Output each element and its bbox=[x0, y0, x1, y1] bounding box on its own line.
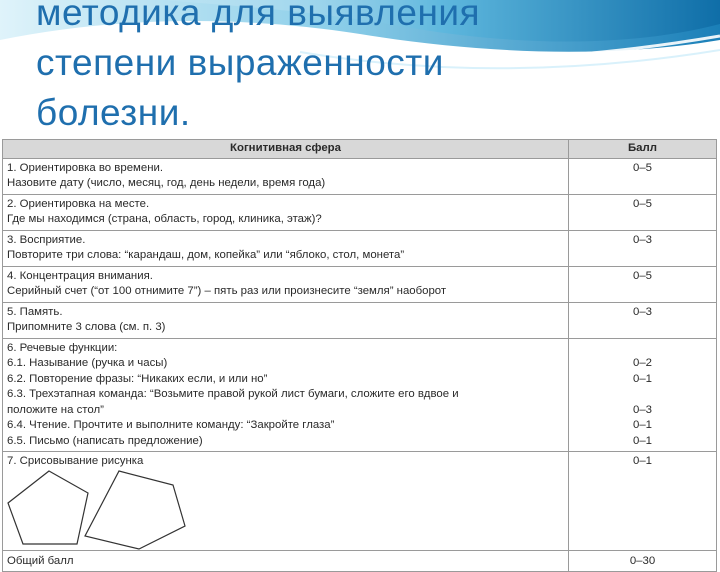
drawing-description bbox=[3, 452, 569, 551]
item-score: 0–3 bbox=[569, 302, 717, 338]
item-score: 0–1 bbox=[632, 434, 652, 447]
item-score: 0–1 bbox=[632, 419, 652, 431]
item-title: 3. Восприятие. bbox=[7, 233, 86, 246]
item-instruction: Назовите дату (число, месяц, год, день недели, время года) bbox=[7, 177, 326, 189]
assessment-table-container bbox=[2, 139, 716, 567]
speech-functions-description bbox=[3, 338, 569, 452]
item-score: 0–1 bbox=[569, 452, 717, 551]
table-row bbox=[3, 230, 717, 266]
item-description bbox=[3, 194, 569, 230]
table-row bbox=[3, 266, 717, 302]
header-score: Балл bbox=[569, 140, 717, 159]
item-instruction: Припомните 3 слова (см. п. 3) bbox=[7, 321, 166, 333]
speech-item: 6.3. Трехэтапная команда: “Возьмите правой рукой лист бумаги, сложите его вдвое и bbox=[7, 388, 459, 400]
item-score: 0–5 bbox=[569, 266, 717, 302]
item-title: 4. Концентрация внимания. bbox=[7, 269, 153, 282]
speech-item: 6.2. Повторение фразы: “Никаких если, и или но” bbox=[7, 372, 268, 385]
table-row-speech bbox=[3, 338, 717, 452]
table-header-row bbox=[3, 140, 717, 159]
header-cognitive-domain: Когнитивная сфера bbox=[3, 140, 569, 159]
pentagons-figure bbox=[7, 470, 564, 548]
item-description bbox=[3, 266, 569, 302]
speech-header: 6. Речевые функции: bbox=[7, 341, 118, 354]
pentagon-right bbox=[85, 471, 185, 549]
item-score: 0–1 bbox=[632, 372, 652, 385]
item-description bbox=[3, 302, 569, 338]
table-row-drawing bbox=[3, 452, 717, 551]
pentagons-icon bbox=[7, 470, 207, 550]
title-line-2: степени выраженности bbox=[36, 42, 444, 83]
table-row bbox=[3, 302, 717, 338]
slide-title bbox=[36, 0, 696, 138]
item-instruction: Где мы находимся (страна, область, город, клиника, этаж)? bbox=[7, 213, 322, 225]
item-instruction: Повторите три слова: “карандаш, дом, копейка” или “яблоко, стол, монета” bbox=[7, 249, 405, 261]
table-row-total bbox=[3, 550, 717, 572]
speech-item: 6.4. Чтение. Прочтите и выполните команду: “Закройте глаза” bbox=[7, 419, 335, 431]
title-line-3: болезни. bbox=[36, 92, 191, 133]
item-description bbox=[3, 230, 569, 266]
speech-item: 6.1. Называние (ручка и часы) bbox=[7, 357, 168, 369]
speech-item: положите на стол” bbox=[7, 403, 104, 416]
item-title: 2. Ориентировка на месте. bbox=[7, 197, 150, 210]
item-title: 1. Ориентировка во времени. bbox=[7, 161, 164, 174]
table-row bbox=[3, 158, 717, 194]
total-score: 0–30 bbox=[569, 550, 717, 572]
cognitive-assessment-table bbox=[2, 139, 717, 572]
drawing-label: 7. Срисовывание рисунка bbox=[7, 455, 144, 467]
item-score: 0–2 bbox=[632, 357, 652, 369]
item-score: 0–5 bbox=[569, 158, 717, 194]
item-score: 0–3 bbox=[569, 230, 717, 266]
item-description bbox=[3, 158, 569, 194]
title-line-1: методика для выявления bbox=[36, 0, 481, 33]
item-instruction: Серийный счет (“от 100 отнимите 7”) – пять раз или произнесите “земля” наоборот bbox=[7, 285, 447, 297]
item-score: 0–5 bbox=[569, 194, 717, 230]
item-score: 0–3 bbox=[632, 403, 652, 416]
pentagon-left bbox=[8, 471, 88, 544]
speech-scores bbox=[569, 338, 717, 452]
total-label: Общий балл bbox=[3, 550, 569, 572]
speech-item: 6.5. Письмо (написать предложение) bbox=[7, 434, 203, 447]
table-row bbox=[3, 194, 717, 230]
item-title: 5. Память. bbox=[7, 305, 63, 318]
